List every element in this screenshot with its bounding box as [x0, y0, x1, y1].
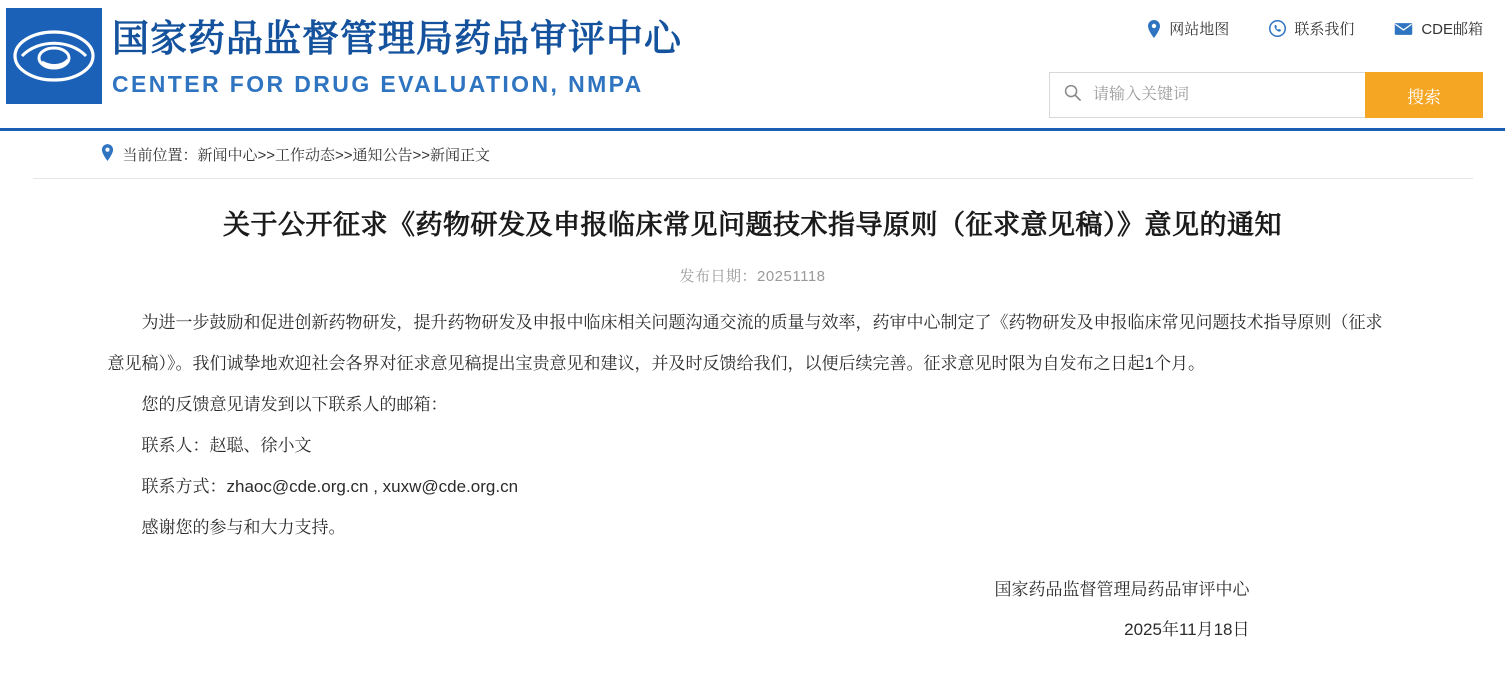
article [108, 179, 1398, 650]
top-link-sitemap-label: 网站地图 [1169, 21, 1230, 38]
site-title-cn: 国家药品监督管理局药品审评中心 [112, 18, 682, 59]
mail-icon [1394, 22, 1413, 36]
article-paragraph: 您的反馈意见请发到以下联系人的邮箱： [141, 395, 448, 414]
signature-org: 国家药品监督管理局药品审评中心 [994, 580, 1250, 599]
site-title-en: CENTER FOR DRUG EVALUATION, NMPA [112, 71, 644, 97]
top-link-mail-label: CDE邮箱 [1421, 21, 1483, 38]
search-input-wrap[interactable] [1049, 72, 1365, 118]
location-pin-icon [101, 144, 114, 166]
publish-date-label: 发布日期： [679, 268, 757, 285]
search-input[interactable] [1091, 85, 1365, 105]
site-title-group [112, 14, 682, 100]
phone-icon [1269, 20, 1286, 37]
breadcrumb [33, 131, 1473, 179]
publish-date-value: 20251118 [757, 268, 826, 285]
top-link-sitemap[interactable] [1147, 18, 1229, 39]
top-nav-links [1147, 18, 1483, 39]
search-button[interactable]: 搜索 [1365, 72, 1483, 118]
top-link-mail[interactable] [1394, 18, 1483, 39]
search-icon [1064, 84, 1081, 106]
breadcrumb-text[interactable]: 当前位置：新闻中心>>工作动态>>通知公告>>新闻正文 [122, 147, 491, 164]
top-link-contact-label: 联系我们 [1294, 21, 1355, 38]
article-paragraph: 感谢您的参与和大力支持。 [141, 518, 346, 537]
cde-eye-logo-icon[interactable] [6, 8, 102, 104]
signature-date: 2025年11月18日 [1124, 620, 1250, 639]
site-header [0, 0, 1505, 131]
page-title: 关于公开征求《药物研发及申报临床常见问题技术指导原则（征求意见稿）》意见的通知 [223, 210, 1282, 240]
article-paragraph: 为进一步鼓励和促进创新药物研发，提升药物研发及申报中临床相关问题沟通交流的质量与效率，药审中心制定了《药物研发及申报临床常见问题技术指导原则（征求意见稿）》。我们诚挚地欢迎社会各界对征求意见稿提出宝贵意见和建议，并及时反馈给我们，以便后续完善。征求意见时限为自发布之日起1个月。 [107, 313, 1383, 373]
publish-date [108, 265, 1398, 286]
article-signature [108, 570, 1398, 650]
top-link-contact[interactable] [1269, 18, 1354, 39]
search-bar [1049, 72, 1483, 118]
article-body [108, 302, 1398, 548]
article-contact-emails: 联系方式：zhaoc@cde.org.cn , xuxw@cde.org.cn [141, 477, 519, 496]
location-pin-icon [1147, 20, 1161, 38]
article-paragraph: 联系人：赵聪、徐小文 [141, 436, 312, 455]
